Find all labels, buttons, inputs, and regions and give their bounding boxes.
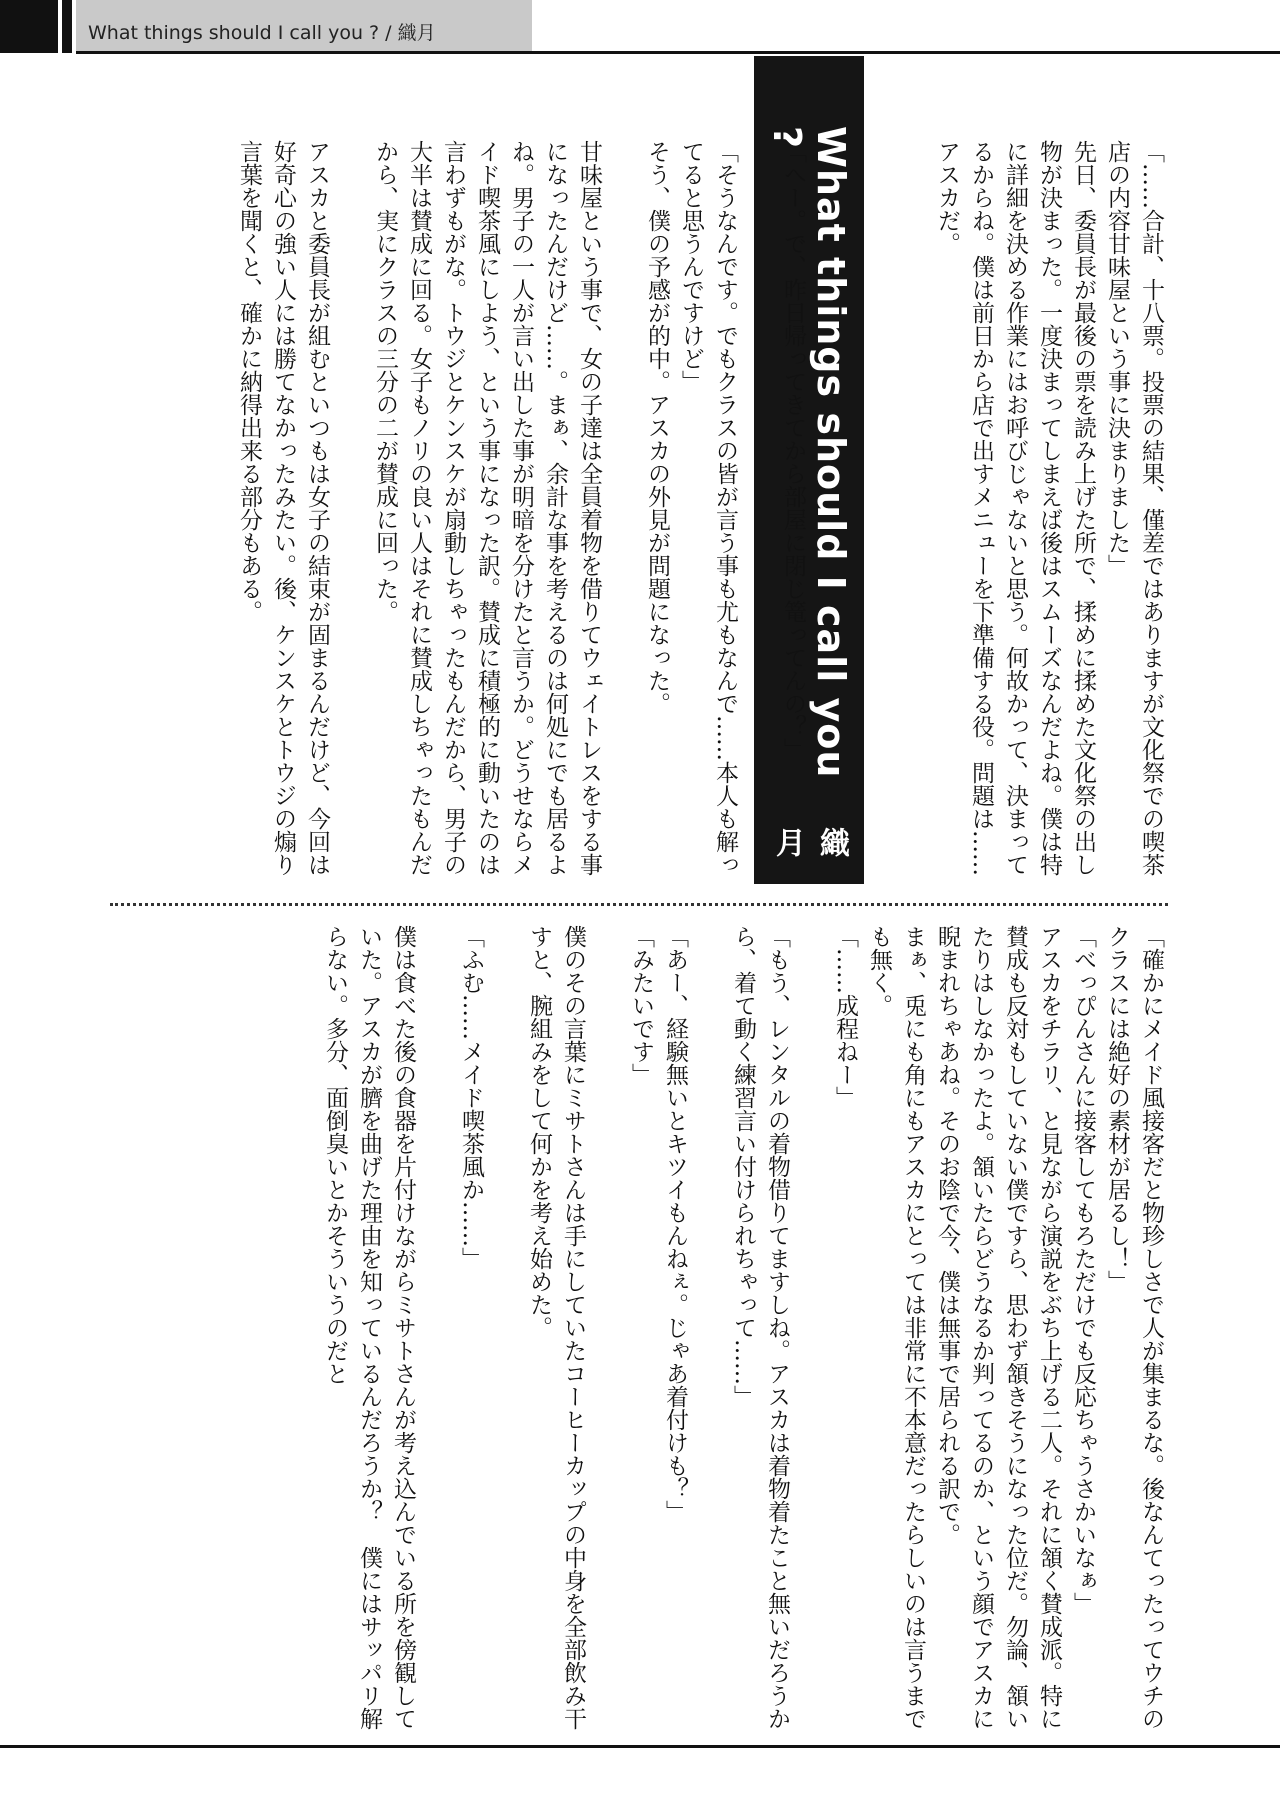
vertical-text-lower: [118, 925, 1168, 1730]
paragraph: 僕のその言葉にミサトさんは手にしていたコーヒーカップの中身を全部飲み干すと、腕組みをして何かを考え始めた。: [526, 925, 586, 1730]
paragraph: 「そうなんです。でもクラスの皆が言う事も尤もなんで……本人も解ってると思うんですけど」: [678, 140, 738, 876]
paragraph: 「……成程ねー」: [832, 925, 858, 1109]
header-black-block: [0, 0, 58, 53]
paragraph: 「べっぴんさんに接客してもろただけでも反応ちゃうさかいなぁ」: [1070, 925, 1096, 1615]
paragraph: 僕は食べた後の食器を片付けながらミサトさんが考え込んでいる所を傍観していた。アスカが臍を曲げた理由を知っているんだろうか？ 僕にはサッパリ解らない。多分、面倒臭いとかそういうのだと: [322, 925, 416, 1730]
paragraph: まぁ、兎にも角にもアスカにとっては非常に不本意だったらしいのは言うまでも無く。: [866, 925, 926, 1730]
paragraph: そう、僕の予感が的中。アスカの外見が問題になった。: [644, 140, 670, 715]
section-divider: [110, 903, 1168, 906]
paragraph: 「あー、経験無いとキツイもんねぇ。じゃあ着付けも？」: [662, 925, 688, 1523]
paragraph: 「ふむ……メイド喫茶風か……」: [458, 925, 484, 1270]
paragraph: 「……合計、十八票。投票の結果、僅差ではありますが文化祭での喫茶店の内容甘味屋という事に決まりました」: [1104, 140, 1164, 876]
header-rule: [76, 51, 1280, 54]
story-title: What things should I call you ?: [765, 126, 853, 779]
running-header: [76, 0, 532, 53]
paragraph: アスカをチラリ、と見ながら演説をぶち上げる二人。それに頷く賛成派。特に賛成も反対もしていない僕ですら、思わず頷きそうになった位だ。勿論、頷いたりはしなかったよ。頷いたらどうなるか判ってるのか、という顔でアスカに睨まれちゃあね。そのお陰で今、僕は無事で居られる訳で。: [934, 925, 1062, 1730]
running-header-title: What things should I call you ? / 織月: [88, 22, 436, 44]
paragraph: 先日、委員長が最後の票を読み上げた所で、揉めに揉めた文化祭の出し物が決まった。一度決まってしまえば後はスムーズなんだよね。僕は特に詳細を決める作業にはお呼びじゃないと思う。何故かって、決まってるからね。僕は前日から店で出すメニューを下準備する役。問題は……アスカだ。: [934, 140, 1096, 876]
header-tab-mark: [62, 0, 72, 53]
paragraph: アスカと委員長が組むといつもは女子の結束が固まるんだけど、今回は好奇心の強い人には勝てなかったみたい。後、ケンスケとトウジの煽り言葉を聞くと、確かに納得出来る部分もある。: [236, 140, 330, 876]
vertical-text-upper: [118, 140, 1168, 884]
paragraph: 「もう、レンタルの着物借りてますしね。アスカは着物着たこと無いだろうから、着て動く練習言い付けられちゃって……」: [730, 925, 790, 1730]
story-author: 織月: [770, 826, 849, 857]
paragraph: 「みたいです」: [628, 925, 654, 1086]
paragraph: 甘味屋という事で、女の子達は全員着物を借りてウェイトレスをする事になったんだけど……。まぁ、余計な事を考えるのは何処にでも居るよね。男子の一人が言い出した事が明暗を分けたと言うか。どうせならメイド喫茶風にしよう、という事になった訳。賛成に積極的に動いたのは言わずもがな。トウジとケンスケが扇動しちゃったもんだから、男子の大半は賛成に回る。女子もノリの良い人はそれに賛成しちゃったもんだから、実にクラスの三分の二が賛成に回った。: [372, 140, 602, 876]
paragraph: 「へー。で、昨日帰ってきてから部屋に閉じ篭ってんの？」: [780, 140, 806, 761]
paragraph: 「確かにメイド風接客だと物珍しさで人が集まるな。後なんてったってウチのクラスには絶好の素材が居るし！」: [1104, 925, 1164, 1730]
footer-rule: [0, 1745, 1280, 1748]
